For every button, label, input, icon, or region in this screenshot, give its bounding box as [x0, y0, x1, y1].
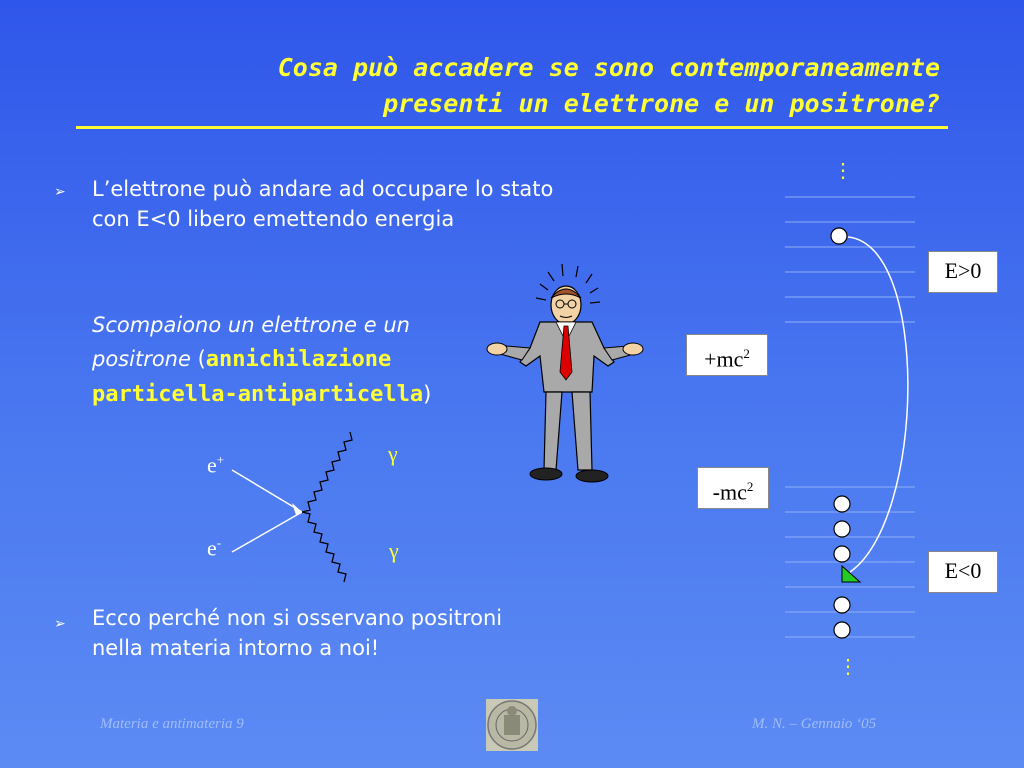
close-paren: ) — [423, 382, 432, 406]
filled-state — [834, 496, 850, 512]
title-line-2: presenti un elettrone e un positrone? — [383, 89, 940, 118]
feynman-diagram — [232, 432, 352, 582]
electron-line — [232, 512, 302, 552]
gamma-bottom-label: γ — [389, 538, 399, 563]
electron-state-positive — [831, 228, 847, 244]
e-negative-box: E<0 — [928, 551, 998, 593]
title-line-1: Cosa può accadere se sono contemporaneamente — [277, 53, 940, 82]
bullet-arrow-icon: ➢ — [54, 184, 66, 200]
filled-state — [834, 546, 850, 562]
filled-state — [834, 622, 850, 638]
negative-energy-levels — [785, 487, 915, 637]
electron-label: e- — [207, 535, 222, 561]
dots-top: ⋮ — [833, 160, 853, 182]
e-positive-box: E>0 — [928, 251, 998, 293]
dots-bottom: ⋮ — [838, 656, 858, 678]
photon-bottom-wave — [302, 512, 346, 582]
energy-level-diagram — [785, 197, 915, 638]
bullet-arrow-icon: ➢ — [54, 616, 66, 632]
bullet-text-2: Ecco perché non si osservano positroni nella materia intorno a noi! — [92, 606, 503, 660]
annihilation-italic-text: Scompaiono un elettrone e un positrone — [92, 313, 410, 371]
plus-mc2-box: $+mc^2$ — [686, 334, 768, 376]
hole-triangle-icon — [842, 566, 860, 582]
minus-mc2-box: $-mc^2$ — [697, 467, 769, 509]
annihilation-highlight: annichilazione particella-antiparticella — [92, 347, 424, 407]
positive-energy-levels — [785, 197, 915, 322]
positron-line — [232, 470, 302, 512]
bullet-text-1: L’elettrone può andare ad occupare lo stato con E<0 libero emettendo energia — [92, 177, 554, 231]
filled-state — [834, 521, 850, 537]
filled-state — [834, 597, 850, 613]
footer-left: Materia e antimateria 9 — [100, 716, 244, 732]
photon-top-wave — [302, 432, 352, 512]
university-seal-logo — [486, 699, 538, 751]
transition-curve — [848, 237, 908, 572]
confused-man-illustration — [487, 264, 643, 482]
gamma-top-label: γ — [388, 441, 398, 466]
positron-label: e+ — [207, 452, 225, 478]
footer-right: M. N. – Gennaio ‘05 — [752, 716, 877, 732]
open-paren: ( — [197, 347, 206, 371]
